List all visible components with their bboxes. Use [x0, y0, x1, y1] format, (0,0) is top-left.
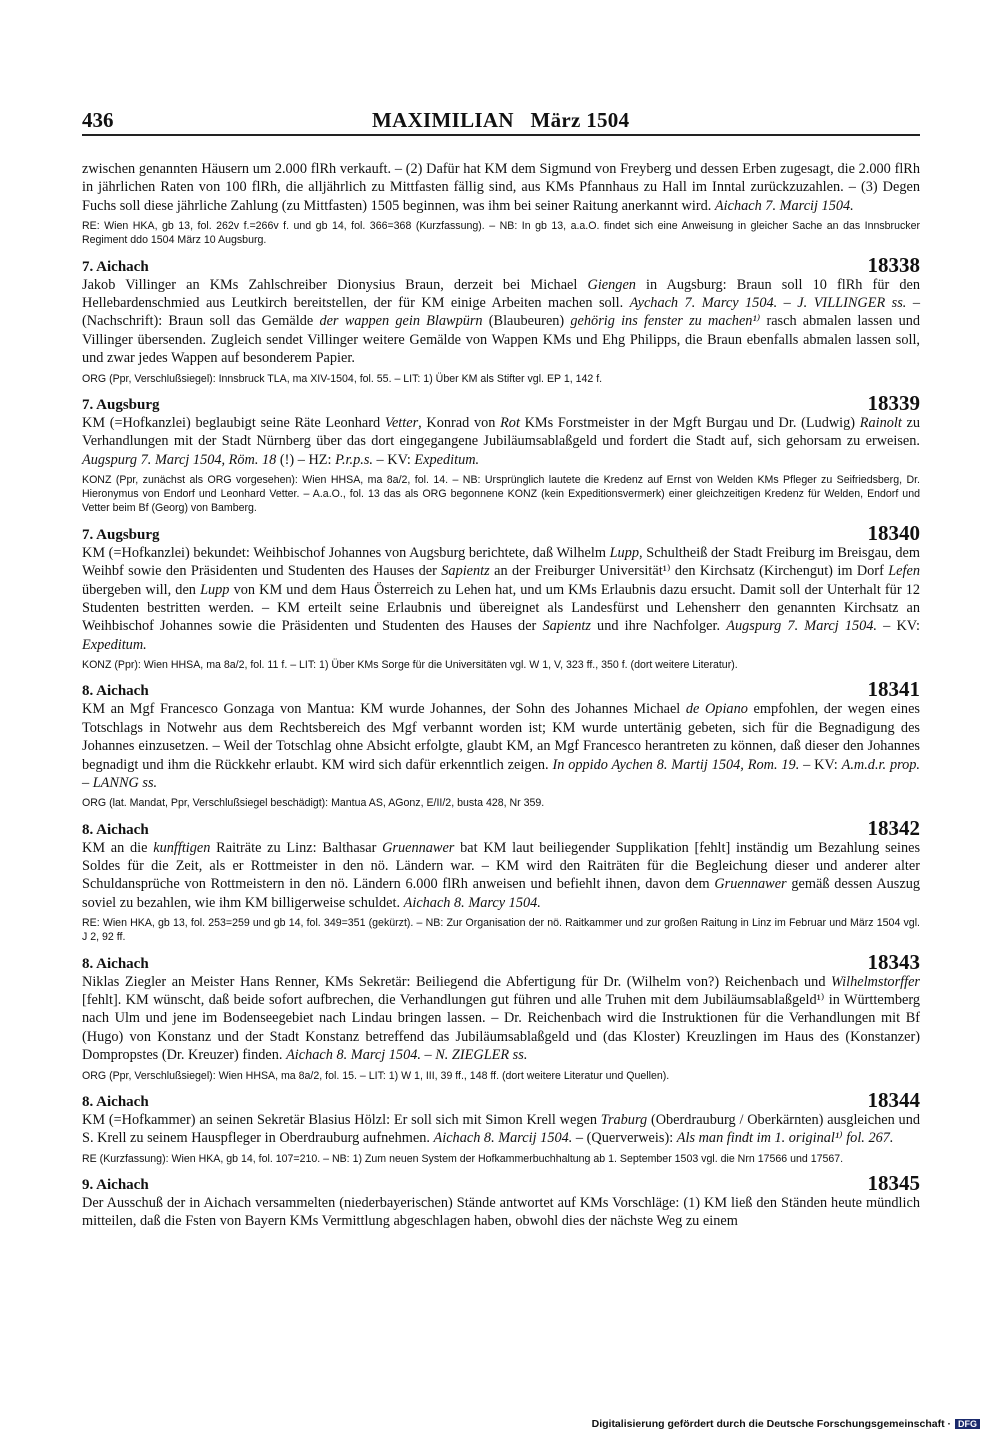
text-run: KM (=Hofkammer) an seinen Sekretär Blasius Hölzl: Er soll sich mit Simon Krell wegen	[82, 1111, 601, 1128]
page-number: 436	[82, 108, 114, 132]
entry-note: KONZ (Ppr, zunächst als ORG vorgesehen): Wien HHSA, ma 8a/2, fol. 14. – NB: Ursprünglich lautete die Kredenz auf Ernst von Welden KMs Pfleger zu Seifriedsberg, Dr. Hieronymus von Endorf und Leonhard Vetter. – A.a.O., fol. 13 das als ORG begonnene KONZ (kein Expeditionsvermerk) einer gleichzeitigen Kredenz für Welden, Endorf und Vetter beim Bf (Georg) von Bamberg.	[82, 474, 920, 515]
entry-text	[82, 700, 920, 792]
text-run: Gruennawer	[382, 839, 455, 856]
entry	[82, 520, 920, 673]
entry-place-date: 7. Augsburg	[82, 526, 160, 543]
entry-place-date: 8. Aichach	[82, 955, 149, 972]
text-run: Lupp	[200, 581, 230, 598]
text-run: übergeben will, den	[82, 581, 201, 598]
entry	[82, 252, 921, 386]
text-run: Aichach 8. Marcij 1504.	[433, 1130, 573, 1147]
text-run: Raiträte zu Linz: Balthasar	[210, 839, 383, 856]
text-run: [fehlt]. KM wünscht, daß beide sofort aufbrechen, die Verhandlungen gut führen und alle Truhen mit dem Jubiläumsablaßgeld¹⁾ in Württemberg nach Ulm und jene im Bodenseegebiet nach Lindau bringen lassen. – Dr. Reichenbach wird die Instruktionen für die Verhandlungen mit Bf (Hugo) von Konstanz und der Stadt Konstanz betreffend das Jubiläumsablaßgeld und (das Kloster) Kreuzlingen im Haus des (Konstanzer) Dompropstes (Dr. Kreuzer) finden.	[82, 992, 920, 1064]
entry	[82, 677, 920, 810]
entry-text	[82, 1111, 920, 1148]
text-run: von KM und dem Haus Österreich zu Lehen hat, und um KMs Erlaubnis dazu ersucht. Damit soll der Unterhalt für 12 Studenten bestritten werden. – KM erteilt seine Erlaubnis und übereignet als Landesfürst und Lehensherr den genannten Kirchsatz an Weihbischof Johannes sowie die Präsidenten und Studenten des Hauses der	[82, 581, 920, 635]
text-run: KM (=Hofkanzlei) bekundet: Weihbischof Johannes von Augsburg berichtete, daß Wilhelm	[82, 544, 610, 561]
text-run: Augspurg 7. Marcj 1504.	[726, 618, 878, 635]
text-run: In oppido Aychen 8. Martij 1504, Rom. 19.	[552, 756, 800, 773]
text-run: de Opiano	[685, 701, 748, 718]
entry	[82, 949, 920, 1083]
dfg-logo: DFG	[955, 1419, 980, 1429]
text-run: gehörig ins fenster zu machen¹⁾	[570, 313, 761, 330]
text-run: – KV:	[372, 451, 415, 468]
text-run: P.r.p.s.	[335, 451, 373, 468]
entry-number: 18340	[867, 520, 920, 545]
text-run: KM an die	[82, 839, 154, 856]
entry-number: 18344	[867, 1087, 920, 1112]
text-run: empfohlen, der wegen eines Totschlags in Notwehr aus dem Rechtsbereich des Mgf verbannt worden ist; KM wurde untertänig gebeten, sich für die Begnadigung des Johannes einzusetzen. – Weil der Totschlag ohne Absicht erfolgte, glaubt KM, an Mgf Francesco herantreten zu können, daß dieser den Johannes begnadigt und ihm die Rückkehr erlaubt. KM wird sich dafür erkenntlich zeigen.	[82, 701, 920, 773]
entry-header	[82, 390, 920, 415]
text-run: , Konrad von	[418, 414, 501, 431]
text-run: an der Freiburger Universität¹⁾ den Kirchsatz (Kirchengut) im Dorf	[489, 563, 889, 580]
text-run: KM an Mgf Francesco Gonzaga von Mantua: KM wurde Johannes, der Sohn des Johannes Michael	[82, 701, 686, 718]
text-run: Rot	[500, 414, 520, 431]
entry	[82, 390, 920, 516]
content	[82, 160, 920, 1231]
footer-text: Digitalisierung gefördert durch die Deutsche Forschungsgemeinschaft ·	[591, 1418, 951, 1430]
text-run: (!) – HZ:	[276, 451, 336, 468]
text-run: Sapientz	[441, 563, 490, 580]
text-run: (Blaubeuren)	[482, 313, 571, 330]
text-run: der wappen gein Blawpürn	[319, 313, 483, 330]
text-run: Expeditum.	[82, 636, 147, 653]
text-run: Der Ausschuß der in Aichach versammelten (niederbayerischen) Stände antwortet auf KMs Vorschläge: (1) KM ließ den Ständen heute mündlich mitteilen, daß die Fsten von Bayern KMs Vermittlung abgeschlagen haben, obwohl dies der nächste Weg zu einem	[82, 1194, 920, 1230]
header-rule	[82, 134, 920, 136]
entry-header	[82, 815, 920, 840]
text-run: Aichach 7. Marcij 1504.	[714, 197, 854, 214]
text-run: zwischen genannten Häusern um 2.000 flRh verkauft. – (2) Dafür hat KM dem Sigmund von Freyberg und dessen Erben zugesagt, die 2.000 flRh in jährlichen Raten von 100 flRh, die alljährlich zu Mittfasten fällig sind, aus KMs Pfannhaus zu Hall im Inntal zurückzuzahlen. – (3) Degen Fuchs soll diese jährliche Zahlung (zu Mittfasten) 1505 beginnen, was ihm bei seiner Raitung anerkannt wird.	[82, 161, 920, 214]
text-run: bat KM laut beiliegender Supplikation [fehlt] inständig um Bezahlung seines Soldes für die Zeit, als er Rottmeister in den nö. Ländern war. – KM wird den Raiträten für die Begleichung dieser und anderer alter Schuldansprüche von Rottmeistern in den nö. Ländern 6.000 flRh anweisen und befiehlt ihnen, davon dem	[82, 839, 921, 893]
text-run: Augspurg 7. Marcj 1504, Röm. 18	[82, 451, 277, 468]
entry	[82, 1087, 920, 1166]
entry	[82, 815, 921, 945]
entry-number: 18341	[867, 677, 920, 702]
text-run: – (Querverweis):	[572, 1130, 677, 1147]
text-run: A.m.d.r. prop. – LANNG ss.	[82, 756, 920, 791]
entry-text	[82, 839, 920, 913]
entry-place-date: 7. Aichach	[82, 258, 149, 275]
entry-place-date: 8. Aichach	[82, 683, 149, 700]
text-run: , Schultheiß der Stadt Freiburg im Breisgau, dem Weihbf sowie den Präsidenten und Studenten des Hauses der	[82, 544, 920, 580]
text-run: Niklas Ziegler an Meister Hans Renner, KMs Sekretär: Beiliegend die Abfertigung für Dr. (Wilhelm von?) Reichenbach und	[82, 973, 832, 990]
entry-number: 18345	[867, 1170, 920, 1195]
text-run: gemäß dessen Auszug soviel zu bezahlen, wie ihm KM billigerweise schuldet.	[82, 876, 921, 911]
continuation-note: RE: Wien HKA, gb 13, fol. 262v f.=266v f. und gb 14, fol. 366=368 (Kurzfassung). – NB: In gb 13, a.a.O. findet sich eine Anweisung in gleicher Sache an das Innsbrucker Regiment ddo 1504 März 10 Augsburg.	[82, 220, 920, 247]
entry-header	[82, 949, 920, 974]
entry-note: ORG (Ppr, Verschlußsiegel): Innsbruck TLA, ma XIV-1504, fol. 55. – LIT: 1) Über KM als Stifter vgl. EP 1, 142 f.	[82, 372, 603, 385]
footer	[592, 1418, 980, 1432]
continuation-text	[82, 160, 920, 215]
text-run: – KV:	[877, 618, 920, 635]
text-run: Expeditum.	[414, 451, 480, 468]
text-run: Wilhelmstorffer	[831, 973, 920, 990]
text-run: und ihre Nachfolger.	[590, 618, 727, 635]
text-run: Aichach 8. Marcj 1504. – N. ZIEGLER ss.	[286, 1047, 528, 1064]
entry-header	[82, 520, 920, 545]
entry-text	[82, 276, 920, 368]
entry-number: 18339	[867, 390, 920, 415]
entry-note: ORG (lat. Mandat, Ppr, Verschlußsiegel beschädigt): Mantua AS, AGonz, E/II/2, busta 428, Nr 359.	[82, 797, 545, 810]
entry-number: 18338	[867, 252, 920, 277]
text-run: Vetter	[384, 414, 419, 431]
entry-place-date: 7. Augsburg	[82, 396, 160, 413]
entry-text	[82, 544, 920, 654]
text-run: in Augsburg: Braun soll 10 flRh für den Hellebardenschmied aus Leutkirch bereitstellen, der für KM einige Arbeiten machen soll.	[82, 276, 920, 312]
entry-header	[82, 1170, 920, 1195]
text-run: Lefen	[888, 563, 920, 580]
text-run: Als man findt im 1. original¹⁾ fol. 267.	[676, 1130, 894, 1147]
text-run: KMs Forstmeister in der Mgft Burgau und Dr. (Ludwig)	[519, 414, 860, 431]
entry-place-date: 8. Aichach	[82, 1093, 149, 1110]
text-run: (Oberdrauburg / Oberkärnten) ausgleichen und S. Krell zu seinem Hauspfleger in Oberdrauburg aufnehmen.	[82, 1111, 920, 1147]
text-run: Jakob Villinger an KMs Zahlschreiber Dionysius Braun, derzeit bei Michael	[82, 276, 588, 293]
entry-place-date: 9. Aichach	[82, 1176, 149, 1193]
running-title: MAXIMILIAN März 1504	[372, 108, 630, 132]
entry-header	[82, 252, 920, 277]
text-run: Rainolt	[859, 414, 902, 431]
text-run: Traburg	[600, 1111, 648, 1128]
entry-note: ORG (Ppr, Verschlußsiegel): Wien HHSA, ma 8a/2, fol. 15. – LIT: 1) W 1, III, 39 ff., 148 ff. (dort weitere Literatur und Quellen).	[82, 1069, 670, 1082]
text-run: – (Nachschrift): Braun soll das Gemälde	[82, 295, 921, 330]
text-run: – KV:	[799, 756, 842, 773]
text-run: Lupp	[609, 544, 640, 561]
entry-number: 18342	[867, 815, 920, 840]
entry-note: KONZ (Ppr): Wien HHSA, ma 8a/2, fol. 11 f. – LIT: 1) Über KMs Sorge für die Universitäten vgl. W 1, V, 323 ff., 350 f. (dort weitere Literatur).	[82, 659, 738, 672]
text-run: zu Verhandlungen mit der Stadt Nürnberg über das dort eingegangene Jubiläumsablaßgeld und fordert die Stadt auf, sich gehorsam zu erweisen.	[82, 414, 920, 450]
text-run: kunfftigen	[153, 839, 211, 856]
entries-list	[82, 252, 921, 1231]
entry-note: RE: Wien HKA, gb 13, fol. 253=259 und gb 14, fol. 349=351 (gekürzt). – NB: Zur Organisation der nö. Raitkammer und zur großen Raitung in Linz im Februar und März 1504 vgl. J 2, 92 ff.	[82, 917, 920, 944]
entry-text	[82, 414, 920, 469]
entry-text	[82, 1194, 920, 1231]
entry	[82, 1170, 920, 1231]
text-run: KM (=Hofkanzlei) beglaubigt seine Räte Leonhard	[82, 414, 385, 431]
text-run: Giengen	[587, 276, 636, 293]
entry-note: RE (Kurzfassung): Wien HKA, gb 14, fol. 107=210. – NB: 1) Zum neuen System der Hofkammerbuchhaltung ab 1. September 1503 vgl. die Nrn 17566 und 17567.	[82, 1152, 844, 1165]
text-run: rasch abmalen lassen und Villinger übersenden. Zugleich sendet Villinger weitere Gemälde von Wappen KMs und Ehg Philipps, die Braun ebenfalls abmalen lassen soll, und zwar jedes Wappen auf besonderem Papier.	[82, 313, 921, 367]
text-run: Aychach 7. Marcy 1504. – J. VILLINGER ss.	[629, 295, 907, 312]
text-run: Gruennawer	[714, 876, 787, 893]
entry-place-date: 8. Aichach	[82, 821, 149, 838]
text-run: Aichach 8. Marcy 1504.	[403, 894, 541, 911]
entry-header	[82, 1087, 920, 1112]
entry-text	[82, 973, 920, 1065]
entry-number: 18343	[867, 949, 920, 974]
text-run: Sapientz	[542, 618, 591, 635]
entry-header	[82, 677, 920, 702]
